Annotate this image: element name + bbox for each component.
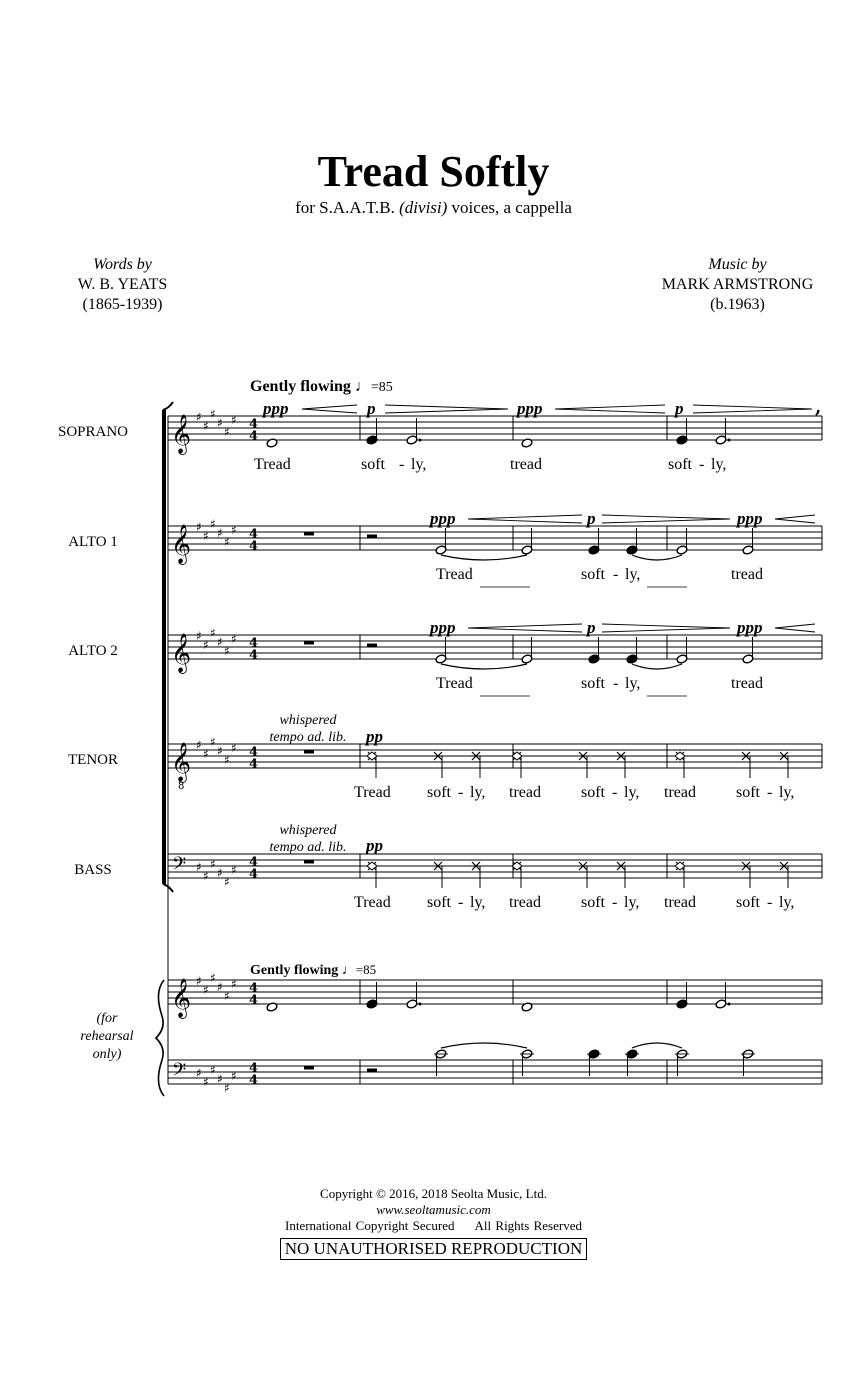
dynamic-bass-1: pp — [366, 836, 383, 855]
lyric-tenor-8: ly, — [624, 784, 640, 801]
crescendo-hairpin — [775, 515, 815, 523]
time-signature-top: 4 — [249, 981, 259, 996]
crescendo-hairpin — [775, 624, 815, 632]
copyright-footer — [0, 1186, 867, 1260]
whole-rest-icon — [304, 532, 314, 536]
breath-mark-icon: , — [815, 397, 822, 418]
rehearsal-label-line1: (for — [96, 1011, 118, 1026]
copyright-secured: International Copyright Secured — [285, 1218, 455, 1233]
half-rest-icon — [367, 644, 377, 648]
lyric-tenor-3: - — [458, 784, 464, 801]
tempo-value: =85 — [370, 380, 393, 395]
sharp-icon: ♯ — [210, 857, 216, 871]
sharp-icon: ♯ — [231, 632, 237, 646]
staff-name-alto1: ALTO 1 — [68, 534, 118, 550]
sharp-icon: ♯ — [231, 523, 237, 537]
time-signature-top: 4 — [249, 1061, 259, 1076]
time-signature-top: 4 — [249, 636, 259, 651]
sharp-icon: ♯ — [196, 629, 202, 643]
sharp-icon: ♯ — [203, 869, 209, 883]
lyric-bass-1: Tread — [354, 894, 391, 911]
sharp-icon: ♯ — [210, 1063, 216, 1077]
subtitle-divisi: (divisi) — [399, 198, 448, 217]
crescendo-hairpin — [555, 405, 665, 413]
time-signature-bottom: 4 — [249, 648, 259, 663]
treble-clef-icon: 𝄞 — [171, 742, 192, 782]
sharp-icon: ♯ — [231, 741, 237, 755]
half-rest-icon — [367, 1069, 377, 1073]
treble-clef-icon: 𝄞 — [171, 978, 192, 1018]
sharp-icon: ♯ — [231, 863, 237, 877]
tie — [441, 1043, 527, 1048]
lyric-bass-7: - — [612, 894, 618, 911]
sharp-icon: ♯ — [231, 1069, 237, 1083]
sharp-icon: ♯ — [210, 735, 216, 749]
lyric-soprano-8: ly, — [711, 456, 727, 473]
lyric-tenor-1: Tread — [354, 784, 391, 801]
sharp-icon: ♯ — [196, 520, 202, 534]
lyric-bass-3: - — [458, 894, 464, 911]
lyric-tenor-11: - — [767, 784, 773, 801]
publisher-url: www.seoltamusic.com — [376, 1202, 491, 1217]
note — [521, 1002, 533, 1012]
rights-reserved: All Rights Reserved — [474, 1218, 582, 1233]
sharp-icon: ♯ — [217, 526, 223, 540]
sharp-icon: ♯ — [217, 866, 223, 880]
rehearsal-label-line2: rehearsal — [80, 1029, 134, 1044]
augmentation-dot — [728, 439, 731, 442]
octave-eight-icon: 8 — [178, 781, 185, 792]
subtitle-post: voices, a cappella — [447, 198, 572, 217]
sharp-icon: ♯ — [203, 747, 209, 761]
diminuendo-hairpin — [385, 405, 508, 413]
sharp-icon: ♯ — [224, 1081, 230, 1095]
rehearsal-tempo-text: Gently flowing — [250, 963, 339, 978]
time-signature-top: 4 — [249, 417, 259, 432]
lyric-bass-11: - — [767, 894, 773, 911]
dynamic-soprano-4: p — [675, 399, 684, 418]
diminuendo-hairpin — [602, 515, 730, 523]
bass-expression-line2: tempo ad. lib. — [269, 840, 347, 855]
tie — [441, 555, 527, 560]
tenor-expression — [260, 712, 356, 746]
lyric-soprano-3: - — [399, 456, 405, 473]
lyric-bass-12: ly, — [779, 894, 795, 911]
dynamic-soprano-2: p — [367, 399, 376, 418]
augmentation-dot — [419, 1003, 422, 1006]
tie — [632, 1043, 682, 1048]
time-signature-top: 4 — [249, 855, 259, 870]
sharp-icon: ♯ — [217, 635, 223, 649]
sharp-icon: ♯ — [224, 875, 230, 889]
bass-clef-icon: 𝄢 — [172, 854, 187, 879]
sharp-icon: ♯ — [196, 860, 202, 874]
lyric-alto1-5: tread — [731, 566, 763, 583]
sharp-icon: ♯ — [210, 971, 216, 985]
diminuendo-hairpin — [693, 405, 812, 413]
rights-line — [0, 1218, 867, 1234]
words-label: Words by — [93, 256, 152, 273]
sharp-icon: ♯ — [217, 744, 223, 758]
lyric-bass-6: soft — [581, 894, 605, 911]
lyric-bass-9: tread — [664, 894, 696, 911]
dynamic-soprano-3: ppp — [517, 399, 543, 418]
lyric-soprano-7: - — [699, 456, 705, 473]
crescendo-hairpin — [468, 515, 582, 523]
treble-clef-icon: 𝄞 — [171, 633, 192, 673]
tie — [632, 555, 682, 560]
dynamic-alto2-3: ppp — [737, 618, 763, 637]
sharp-icon: ♯ — [203, 638, 209, 652]
note — [266, 438, 278, 448]
sharp-icon: ♯ — [224, 644, 230, 658]
words-dates: (1865-1939) — [82, 296, 163, 313]
lyric-bass-2: soft — [427, 894, 451, 911]
sharp-icon: ♯ — [196, 410, 202, 424]
sharp-icon: ♯ — [196, 738, 202, 752]
sharp-icon: ♯ — [231, 413, 237, 427]
lyric-alto1-4: ly, — [625, 566, 641, 583]
sharp-icon: ♯ — [196, 1066, 202, 1080]
lyric-soprano-6: soft — [668, 456, 692, 473]
music-author: MARK ARMSTRONG — [661, 276, 814, 293]
lyric-soprano-4: ly, — [411, 456, 427, 473]
dynamic-alto1-1: ppp — [430, 509, 456, 528]
time-signature-top: 4 — [249, 745, 259, 760]
note — [521, 438, 533, 448]
piano-brace — [156, 980, 164, 1096]
quarter-note-icon: ♩ — [354, 378, 371, 395]
time-signature-bottom: 4 — [249, 429, 259, 444]
rehearsal-tempo-marking — [250, 962, 376, 979]
augmentation-dot — [728, 1003, 731, 1006]
dynamic-alto1-3: ppp — [737, 509, 763, 528]
lyric-tenor-2: soft — [427, 784, 451, 801]
rehearsal-tempo-value: =85 — [355, 962, 377, 977]
sharp-icon: ♯ — [217, 980, 223, 994]
sharp-icon: ♯ — [203, 983, 209, 997]
lyric-alto1-2: soft — [581, 566, 605, 583]
sharp-icon: ♯ — [224, 535, 230, 549]
lyric-alto2-1: Tread — [436, 675, 473, 692]
sharp-icon: ♯ — [231, 977, 237, 991]
lyric-tenor-7: - — [612, 784, 618, 801]
augmentation-dot — [419, 439, 422, 442]
lyric-tenor-4: ly, — [470, 784, 486, 801]
sharp-icon: ♯ — [224, 989, 230, 1003]
lyric-alto2-4: ly, — [625, 675, 641, 692]
time-signature-bottom: 4 — [249, 867, 259, 882]
staff-name-tenor: TENOR — [68, 752, 118, 768]
treble-clef-icon: 𝄞 — [171, 414, 192, 454]
lyric-bass-8: ly, — [624, 894, 640, 911]
lyric-tenor-9: tread — [664, 784, 696, 801]
sharp-icon: ♯ — [210, 626, 216, 640]
dynamic-alto1-2: p — [587, 509, 596, 528]
bass-clef-icon: 𝄢 — [172, 1060, 187, 1085]
subtitle-pre: for S.A.A.T.B. — [295, 198, 400, 217]
tenor-expression-line2: tempo ad. lib. — [269, 730, 347, 745]
dynamic-alto2-2: p — [587, 618, 596, 637]
lyric-bass-5: tread — [509, 894, 541, 911]
half-rest-icon — [367, 535, 377, 539]
sharp-icon: ♯ — [210, 517, 216, 531]
music-dates: (b.1963) — [710, 296, 765, 313]
time-signature-bottom: 4 — [249, 1073, 259, 1088]
whole-rest-icon — [304, 641, 314, 645]
bass-expression — [260, 822, 356, 856]
whole-rest-icon — [304, 1066, 314, 1070]
sharp-icon: ♯ — [210, 407, 216, 421]
dynamic-tenor-1: pp — [366, 727, 383, 746]
sharp-icon: ♯ — [203, 1075, 209, 1089]
sharp-icon: ♯ — [196, 974, 202, 988]
lyric-alto1-1: Tread — [436, 566, 473, 583]
words-author: W. B. YEATS — [77, 276, 168, 293]
tie — [632, 664, 682, 669]
rehearsal-label — [72, 1010, 142, 1064]
whole-rest-icon — [304, 860, 314, 864]
sharp-icon: ♯ — [224, 753, 230, 767]
sharp-icon: ♯ — [217, 1072, 223, 1086]
quarter-note-icon: ♩ — [341, 963, 356, 978]
lyric-soprano-1: Tread — [254, 456, 291, 473]
tenor-expression-line1: whispered — [279, 713, 337, 728]
music-label: Music by — [708, 256, 767, 273]
reproduction-notice: NO UNAUTHORISED REPRODUCTION — [280, 1238, 588, 1260]
piece-title: Tread Softly — [317, 147, 550, 196]
sharp-icon: ♯ — [217, 416, 223, 430]
bass-expression-line1: whispered — [279, 823, 337, 838]
lyric-alto1-3: - — [613, 566, 619, 583]
sharp-icon: ♯ — [203, 529, 209, 543]
crescendo-hairpin — [302, 405, 357, 413]
tempo-marking — [250, 378, 393, 396]
rehearsal-label-line3: only) — [92, 1047, 122, 1062]
whole-rest-icon — [304, 750, 314, 754]
staff-name-alto2: ALTO 2 — [68, 643, 118, 659]
treble-clef-icon: 𝄞 — [171, 524, 192, 564]
lyric-tenor-12: ly, — [779, 784, 795, 801]
lyric-soprano-5: tread — [510, 456, 542, 473]
diminuendo-hairpin — [602, 624, 730, 632]
staff-name-soprano: SOPRANO — [57, 424, 129, 440]
time-signature-bottom: 4 — [249, 757, 259, 772]
dynamic-alto2-1: ppp — [430, 618, 456, 637]
time-signature-bottom: 4 — [249, 993, 259, 1008]
sharp-icon: ♯ — [203, 419, 209, 433]
copyright-line: Copyright © 2016, 2018 Seolta Music, Ltd. — [320, 1186, 547, 1201]
lyric-tenor-5: tread — [509, 784, 541, 801]
crescendo-hairpin — [468, 624, 582, 632]
system-bracket — [162, 410, 166, 884]
lyric-alto2-2: soft — [581, 675, 605, 692]
lyric-alto2-5: tread — [731, 675, 763, 692]
time-signature-top: 4 — [249, 527, 259, 542]
note — [266, 1002, 278, 1012]
tie — [441, 664, 527, 669]
lyric-tenor-6: soft — [581, 784, 605, 801]
staff-name-bass: BASS — [74, 862, 112, 878]
lyric-alto2-3: - — [613, 675, 619, 692]
lyric-bass-10: soft — [736, 894, 760, 911]
bracket-top-hook — [163, 402, 173, 410]
lyric-soprano-2: soft — [361, 456, 385, 473]
dynamic-soprano-1: ppp — [263, 399, 289, 418]
sharp-icon: ♯ — [224, 425, 230, 439]
lyric-bass-4: ly, — [470, 894, 486, 911]
time-signature-bottom: 4 — [249, 539, 259, 554]
lyric-tenor-10: soft — [736, 784, 760, 801]
tempo-text: Gently flowing — [250, 378, 351, 395]
